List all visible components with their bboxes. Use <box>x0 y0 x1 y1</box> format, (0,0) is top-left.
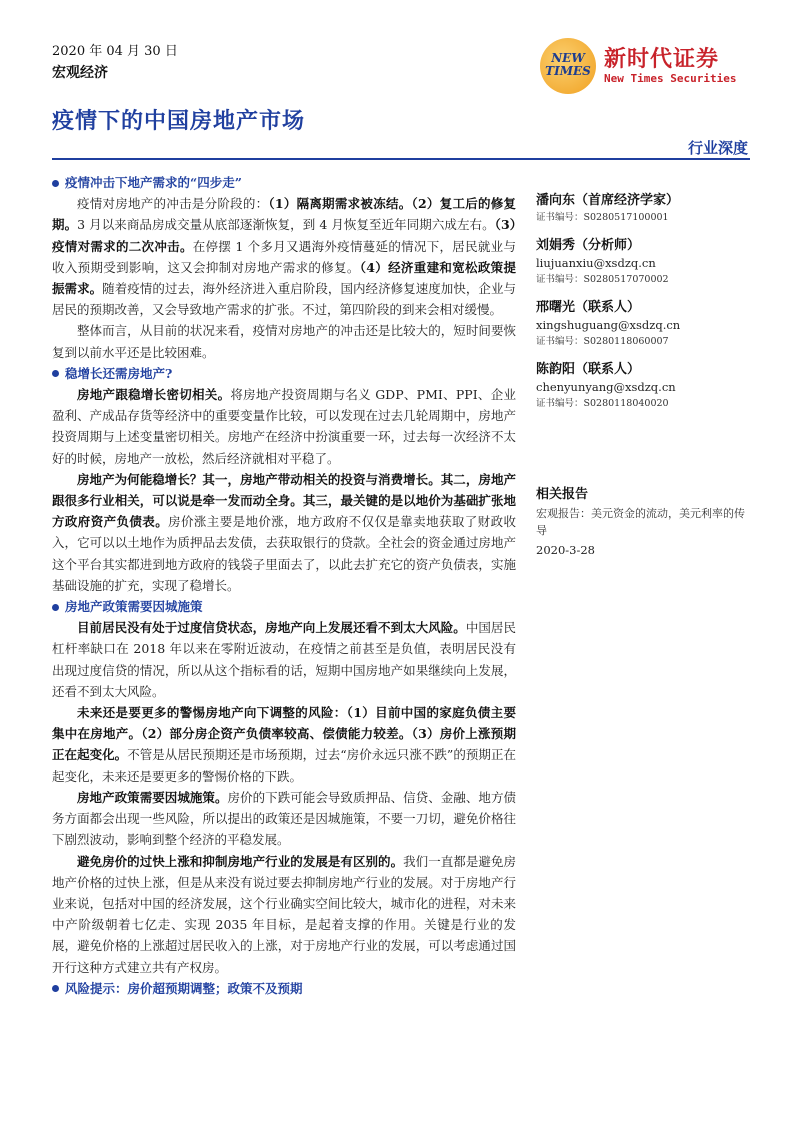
analyst-cert: 证书编号：S0280118060007 <box>536 336 669 347</box>
emphasis-text: 避免房价的过快上涨和抑制房地产行业的发展是有区别的。 <box>77 853 404 869</box>
logo-cn-name: 新时代证券 <box>604 47 720 72</box>
analyst-card <box>536 361 750 412</box>
bullet-icon <box>52 180 59 187</box>
emphasis-text: 房地产为何能稳增长？其一，房地产带动相关的投资与消费增长。其二，房地产跟很多行业相关，可以说是牵一发而动全身。其三，最关键的是以地价为基础扩张地方政府资产负债表。 <box>52 471 516 530</box>
main-body <box>52 172 516 999</box>
body-paragraph <box>52 469 516 596</box>
body-text: 不管是从居民预期还是市场预期，过去“房价永远只涨不跌”的预期正在起变化，未来还是要更多的警惕价格的下跌。 <box>52 747 516 784</box>
body-paragraph <box>52 320 516 362</box>
body-text: 随着疫情的过去，海外经济进入重启阶段，国内经济修复速度加快，企业与居民的预期改善，又会导致地产需求的扩张。不过，第四阶段的到来会相对缓慢。 <box>52 281 516 318</box>
body-text: 中国居民杠杆率缺口在 2018 年以来在零附近波动，在疫情之前甚至是负值，表明居民没有出现过度信贷的情况，所以从这个指标看的话，短期中国房地产如果继续向上发展，还看不到太大风险。 <box>52 620 516 699</box>
emphasis-text: 未来还是要更多的警惕房地产向下调整的风险：（1）目前中国的家庭负债主要集中在房地产。（2）部分房企资产负债率较高、偿债能力较差。（3）房价上涨预期正在起变化。 <box>52 705 516 763</box>
analyst-name: 邢曙光（联系人） <box>536 300 641 315</box>
brand-logo <box>540 38 750 94</box>
analyst-email[interactable]: chenyunyang@xsdzq.cn <box>536 380 676 394</box>
emphasis-text: 房地产跟稳增长密切相关。 <box>77 387 231 403</box>
logo-en-name: New Times Securities <box>604 72 737 85</box>
emphasis-text: 目前居民没有处于过度信贷状态，房地产向上发展还看不到太大风险。 <box>77 620 466 636</box>
body-paragraph <box>52 384 516 469</box>
section-heading <box>52 363 516 384</box>
related-report-link[interactable]: 宏观报告：美元资金的流动，美元利率的传导 <box>536 507 745 537</box>
body-text: 我们一直都是避免房地产价格的过快上涨，但是从来没有说过要去抑制房地产行业的发展。对于房地产行业来说，包括对中国的经济发展，这个行业确实空间比较大，城市化的进程，对未来中产阶级朝着七亿走、实现 2035 年目标，是起着支撑的作用。关键是行业的发展，避免价格的上涨超过居民收入的上涨，对于房地产行业的发展，可以考虑通过国开行这种方式建立共有产权房。 <box>52 853 516 975</box>
analyst-name: 刘娟秀（分析师） <box>536 238 641 253</box>
analyst-card <box>536 237 750 288</box>
section-heading-text: 房地产政策需要因城施策 <box>65 599 203 615</box>
report-title: 疫情下的中国房地产市场 <box>52 108 306 134</box>
report-date: 2020 年 04 月 30 日 <box>52 44 178 59</box>
analyst-name: 潘向东（首席经济学家） <box>536 193 680 208</box>
related-reports <box>536 485 750 561</box>
analyst-card <box>536 192 750 226</box>
risk-warning <box>52 978 516 999</box>
body-paragraph <box>52 193 516 320</box>
bullet-icon <box>52 985 59 992</box>
logo-mark-text: NEW TIMES <box>545 51 591 78</box>
section-heading <box>52 596 516 617</box>
analyst-cert: 证书编号：S0280517070002 <box>536 274 669 285</box>
related-heading: 相关报告 <box>536 487 589 502</box>
emphasis-text: （4）经济重建和宽松政策提振需求。 <box>52 259 516 297</box>
analyst-panel <box>536 192 750 423</box>
report-category: 宏观经济 <box>52 65 108 81</box>
analyst-card <box>536 299 750 350</box>
body-text: 将房地产投资周期与名义 GDP、PMI、PPI、企业盈利、产成品存货等经济中的重要变量作比较，可以发现在过去几轮周期中，房地产投资周期与上述变量密切相关。房地产在经济中扮演重要一环，过去每一次经济不太好的时候，房地产一放松，然后经济就相对平稳了。 <box>52 387 516 466</box>
section-heading <box>52 172 516 193</box>
analyst-cert: 证书编号：S0280118040020 <box>536 398 669 409</box>
analyst-name: 陈韵阳（联系人） <box>536 362 641 377</box>
section-heading-text: 疫情冲击下地产需求的“四步走” <box>65 175 242 190</box>
report-type-badge: 行业深度 <box>687 139 748 157</box>
analyst-email[interactable]: liujuanxiu@xsdzq.cn <box>536 256 656 270</box>
emphasis-text: 房地产政策需要因城施策。 <box>77 789 228 805</box>
body-text: 在停摆 1 个多月又遇海外疫情蔓延的情况下，居民就业与收入预期受到影响，这又会抑制对房地产需求的修复。 <box>52 238 516 275</box>
analyst-email[interactable]: xingshuguang@xsdzq.cn <box>536 318 681 332</box>
analyst-cert: 证书编号：S0280517100001 <box>536 212 669 223</box>
body-text: 房价的下跌可能会导致质押品、信贷、金融、地方债务方面都会出现一些风险，所以提出的政策还是因城施策，不要一刀切，避免价格往下剧烈波动，影响到整个经济的平稳发展。 <box>52 789 516 848</box>
body-text: 3 月以来商品房成交量从底部逐渐恢复，到 4 月恢复至近年同期六成左右。 <box>77 217 495 233</box>
title-divider <box>52 158 750 160</box>
emphasis-text: （3）疫情对需求的二次冲击。 <box>52 217 516 254</box>
body-paragraph <box>52 851 516 978</box>
section-heading-text: 稳增长还需房地产? <box>65 365 173 381</box>
body-paragraph <box>52 787 516 851</box>
bullet-icon <box>52 370 59 377</box>
body-text: 房价涨主要是地价涨，地方政府不仅仅是靠卖地获取了财政收入，它可以以土地作为质押品去发债，去获取银行的贷款。全社会的资金通过房地产这个平台其实都进到地方政府的钱袋子里面去了，以此去扩充它的资产负债表，实施基础设施的扩充，实现了稳增长。 <box>52 514 516 593</box>
body-text: 整体而言，从目前的状况来看，疫情对房地产的冲击还是比较大的，短时间要恢复到以前水平还是比较困难。 <box>52 323 516 360</box>
emphasis-text: （1）隔离期需求被冻结。（2）复工后的修复期。 <box>52 196 516 233</box>
body-text: 疫情对房地产的冲击是分阶段的： <box>77 196 269 212</box>
bullet-icon <box>52 604 59 611</box>
body-paragraph <box>52 702 516 787</box>
related-report-date: 2020-3-28 <box>536 543 595 557</box>
body-paragraph <box>52 617 516 702</box>
risk-warning-text: 风险提示：房价超预期调整；政策不及预期 <box>65 980 303 996</box>
